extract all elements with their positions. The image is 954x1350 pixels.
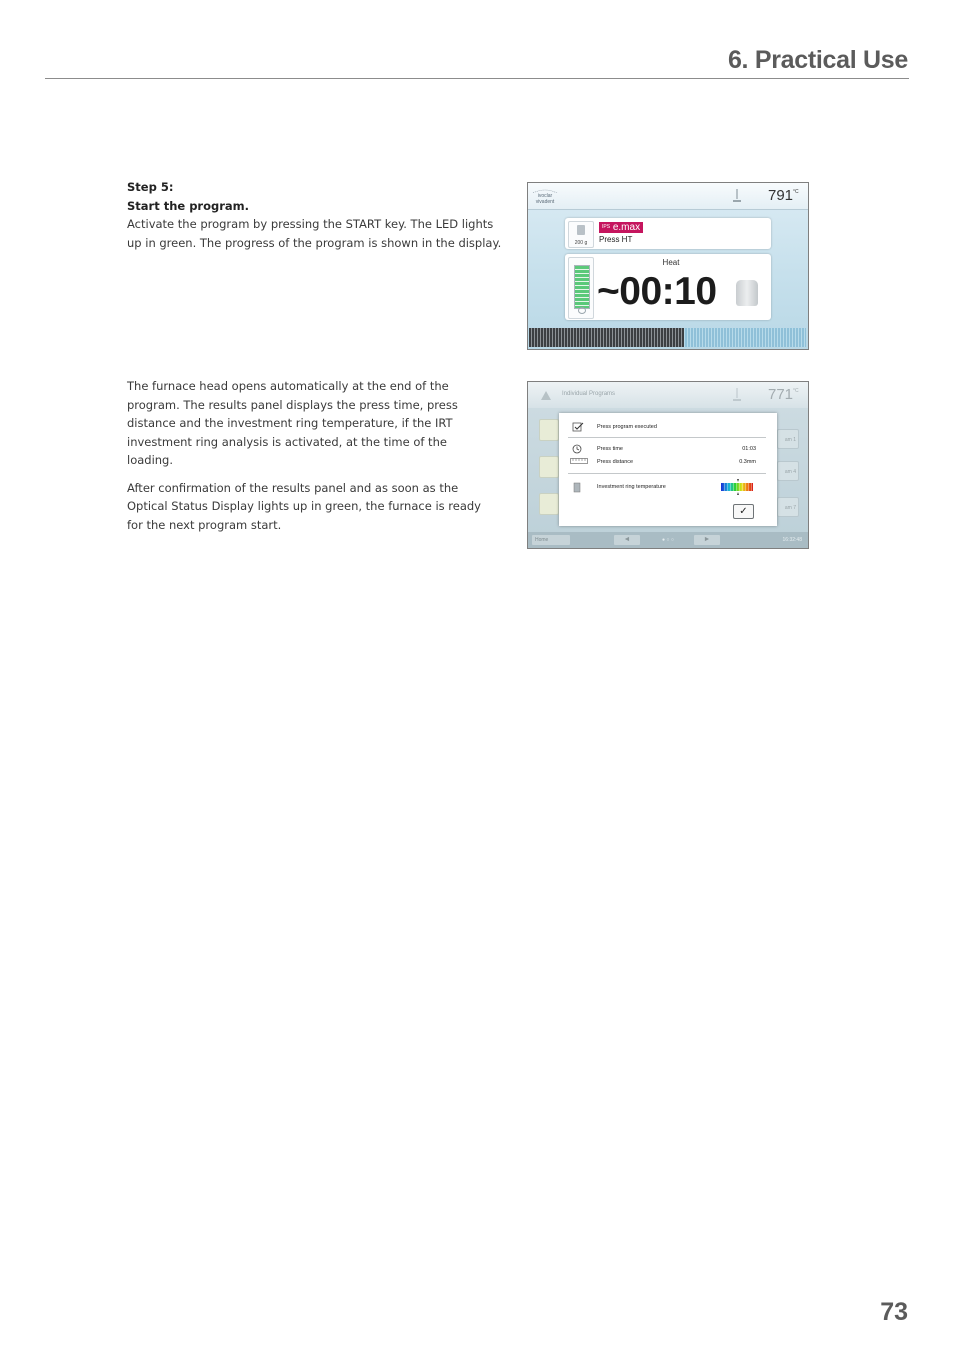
brand-name: e.max xyxy=(612,222,641,233)
program-slot-7[interactable] xyxy=(539,493,559,515)
confirm-button[interactable]: ✓ xyxy=(733,504,754,519)
temperature-marker-bottom xyxy=(737,492,739,495)
brand-prefix: IPS xyxy=(602,224,611,230)
thermometer-icon xyxy=(732,188,742,204)
ring-weight: 200 g xyxy=(574,240,588,246)
results-dialog xyxy=(559,413,777,526)
remaining-time: ~00:10 xyxy=(597,270,717,313)
press-distance-value: 0.3mm xyxy=(739,459,756,465)
logo-text-line2: vivadent xyxy=(535,199,555,205)
temperature-marker-top xyxy=(737,479,739,482)
temperature-unit: °C xyxy=(793,388,799,394)
paragraph-confirmation: After confirmation of the results panel and as soon as the Optical Status Display lights up in green, the furnace is ready for the next program start. xyxy=(127,480,481,532)
header-rule xyxy=(45,78,909,79)
brand-badge xyxy=(599,222,643,233)
dialog-heading: Press program executed xyxy=(597,424,657,430)
divider xyxy=(568,473,766,474)
temperature-unit: °C xyxy=(793,189,799,195)
investment-ring-icon[interactable] xyxy=(568,221,594,248)
status-bar xyxy=(528,183,808,210)
step-title: Start the program. xyxy=(127,198,250,213)
results-panel-screen xyxy=(527,381,809,549)
press-distance-label: Press distance xyxy=(597,459,634,465)
screen-title: Individual Programs xyxy=(562,391,616,397)
program-info-card xyxy=(565,218,771,249)
program-button-7[interactable]: am 7 xyxy=(777,497,799,517)
step-label: Step 5: xyxy=(127,180,174,194)
investment-ring-icon xyxy=(572,482,582,493)
end-of-program-text-block xyxy=(127,377,493,534)
logo-text-line1: ivoclar xyxy=(537,193,553,199)
program-progress-fill xyxy=(529,328,684,347)
checklist-icon xyxy=(572,422,584,432)
programs-icon xyxy=(540,389,552,401)
program-button-1[interactable]: am 1 xyxy=(777,429,799,449)
ruler-icon xyxy=(570,457,588,465)
program-slot-4[interactable] xyxy=(539,456,559,478)
home-button[interactable]: Home xyxy=(532,535,570,545)
clock-icon xyxy=(572,444,582,454)
page-number: 73 xyxy=(880,1298,908,1326)
furnace-head-icon xyxy=(732,278,762,310)
status-bar xyxy=(528,382,808,408)
press-time-value: 01:03 xyxy=(742,446,756,452)
thermometer-icon xyxy=(732,387,742,403)
ivoclar-logo xyxy=(530,189,560,203)
clock: 16:32:48 xyxy=(782,537,802,543)
paragraph-furnace-head: The furnace head opens automatically at the end of the program. The results panel displays the press time, press distance and the investment ring temperature, if the IRT investment ring analysis is activated, at the time of the loading. xyxy=(127,379,458,467)
furnace-temperature xyxy=(768,187,799,204)
page-indicator: ● ○ ○ xyxy=(662,537,674,543)
program-button-4[interactable]: am 4 xyxy=(777,461,799,481)
program-phase: Heat xyxy=(662,258,680,267)
program-name: Press HT xyxy=(599,235,633,244)
step5-text-block xyxy=(127,178,509,252)
ring-temperature-label: Investment ring temperature xyxy=(597,484,666,490)
program-running-screen xyxy=(527,182,809,350)
prev-page-button[interactable]: ◄ xyxy=(614,535,640,545)
temperature-value: 771 xyxy=(768,386,794,403)
page-header-title: 6. Practical Use xyxy=(727,46,908,74)
step-body: Activate the program by pressing the START key. The LED lights up in green. The progress of the program is shown in the display. xyxy=(127,217,502,250)
press-time-label: Press time xyxy=(597,446,623,452)
program-status-card xyxy=(565,254,771,320)
next-page-button[interactable]: ► xyxy=(694,535,720,545)
divider xyxy=(568,437,766,438)
furnace-temperature xyxy=(768,386,799,403)
program-progress-bar xyxy=(529,328,806,347)
program-slot-1[interactable] xyxy=(539,419,559,441)
bottom-nav-bar xyxy=(528,532,808,548)
temperature-value: 791 xyxy=(768,187,794,204)
ring-temperature-scale xyxy=(721,483,753,491)
